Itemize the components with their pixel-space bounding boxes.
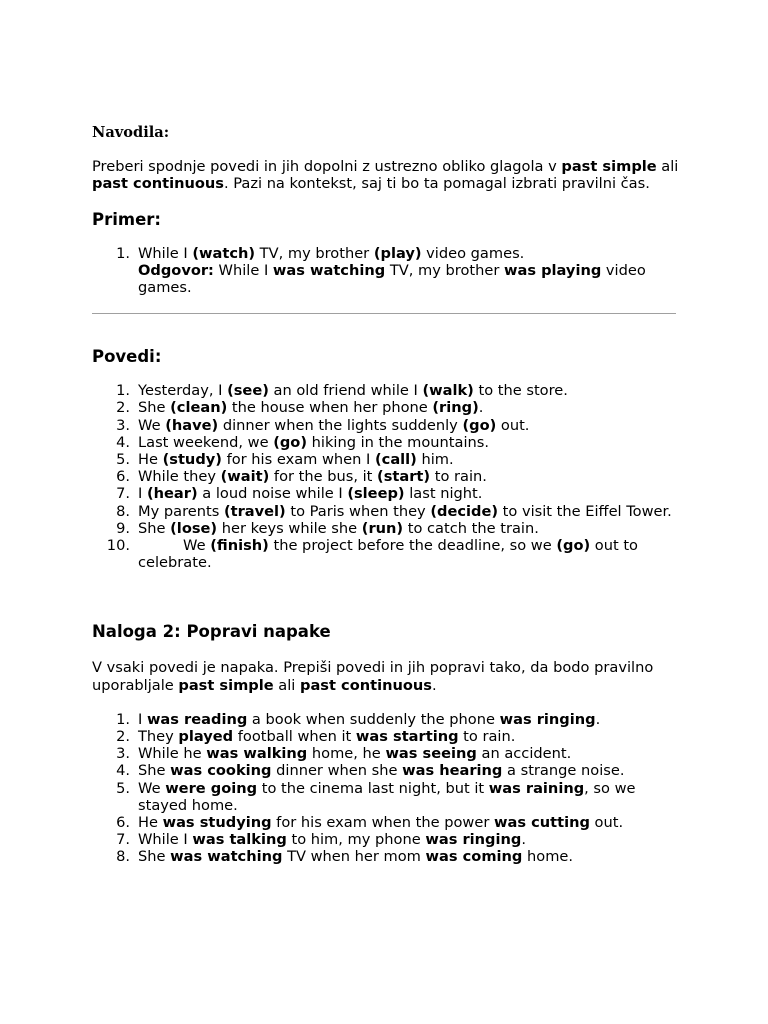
verb: (sleep): [347, 485, 405, 503]
naloga2-list: [92, 711, 682, 866]
verb: (go): [273, 433, 307, 451]
sentence-text: She: [138, 519, 171, 537]
intro-bold-term: past simple: [561, 158, 657, 176]
sentence-text: to rain.: [458, 728, 516, 746]
verb: (clean): [170, 399, 228, 417]
sentence-text: TV, my brother: [385, 261, 504, 279]
sentence-text: to the store.: [473, 382, 568, 400]
list-number: 5.: [116, 451, 130, 469]
sentence-text: for his exam when the power: [271, 814, 494, 832]
answer-label: Odgovor:: [138, 261, 214, 279]
sentence-text: an accident.: [476, 745, 572, 763]
sentence-text: They: [138, 728, 179, 746]
list-item: [92, 503, 682, 520]
verb: (wait): [220, 468, 270, 486]
list-item: [92, 814, 682, 831]
list-item: [92, 485, 682, 502]
primer-item: [92, 245, 682, 297]
verb: (hear): [146, 485, 198, 503]
verb: was talking: [192, 831, 287, 849]
sentence-text: home, he: [307, 745, 386, 763]
sentence-text: While they: [138, 468, 221, 486]
sentence-text: Last weekend, we: [138, 433, 274, 451]
naloga2-heading: Naloga 2: Popravi napake: [92, 622, 331, 642]
list-item: [92, 399, 682, 416]
verb: (finish): [210, 537, 269, 555]
sentence-text: to him, my phone: [286, 831, 426, 849]
verb: was starting: [355, 728, 459, 746]
sentence-text: While I: [138, 244, 193, 262]
list-number: 9.: [116, 519, 130, 537]
verb: (study): [162, 451, 222, 469]
list-number: 7.: [116, 831, 130, 849]
list-number: 8.: [116, 848, 130, 866]
verb: (go): [462, 416, 497, 434]
sentence-text: TV when her mom: [282, 848, 426, 866]
verb: (run): [361, 519, 404, 537]
verb: (travel): [223, 502, 286, 520]
list-number: 3.: [116, 745, 130, 763]
answer-verb: was watching: [272, 261, 386, 279]
sentence-text: We: [138, 779, 166, 797]
sentence-text: .: [478, 399, 484, 417]
sentence-text: We: [183, 537, 211, 555]
sentence-text: dinner when she: [271, 762, 403, 780]
sentence-text: hiking in the mountains.: [307, 433, 489, 451]
verb: played: [178, 728, 234, 746]
list-item: [92, 762, 682, 779]
verb: (go): [556, 537, 591, 555]
sentence-text: a strange noise.: [502, 762, 625, 780]
sentence-text: to catch the train.: [403, 519, 539, 537]
list-number: 2.: [116, 728, 130, 746]
verb: was cutting: [493, 814, 590, 832]
intro-bold-term: past continuous: [92, 175, 224, 193]
list-number: 2.: [116, 399, 130, 417]
sentence-text: I: [138, 485, 147, 503]
sentence-text: TV, my brother: [255, 244, 374, 262]
verb-prompt: (watch): [192, 244, 256, 262]
verb: was ringing: [499, 710, 596, 728]
list-item: [92, 451, 682, 468]
intro-paragraph: [92, 158, 682, 192]
list-item: [92, 728, 682, 745]
list-number: 10.: [106, 537, 130, 555]
intro-text: . Pazi na kontekst, saj ti bo ta pomagal izbrati pravilni čas.: [223, 175, 650, 193]
list-item: [92, 434, 682, 451]
sentence-text: the project before the deadline, so we: [268, 537, 557, 555]
sentence-text: video games.: [138, 261, 646, 297]
naloga2-instructions: [92, 659, 682, 693]
navodila-heading: Navodila:: [92, 124, 170, 141]
section-divider: [92, 313, 676, 314]
sentence-text: While he: [138, 745, 207, 763]
verb: (have): [165, 416, 219, 434]
list-number: 4.: [116, 433, 130, 451]
sentence-text: .: [595, 710, 601, 728]
verb: was cooking: [170, 762, 272, 780]
list-item: [92, 711, 682, 728]
verb: (ring): [432, 399, 479, 417]
sentence-text: a book when suddenly the phone: [247, 710, 500, 728]
sentence-text: for his exam when I: [221, 451, 375, 469]
instr-bold-term: past continuous: [300, 676, 432, 694]
sentence-text: video games.: [421, 244, 525, 262]
intro-text: Preberi spodnje povedi in jih dopolni z ustrezno obliko glagola v: [92, 158, 562, 176]
sentence-text: We: [138, 416, 166, 434]
povedi-heading: Povedi:: [92, 347, 162, 367]
verb: was watching: [170, 848, 283, 866]
sentence-text: dinner when the lights suddenly: [218, 416, 463, 434]
document-page: [92, 124, 682, 866]
list-item: [92, 417, 682, 434]
sentence-text: for the bus, it: [269, 468, 378, 486]
list-number: 7.: [116, 485, 130, 503]
verb: (lose): [170, 519, 218, 537]
sentence-text: .: [521, 831, 526, 849]
list-number: 1.: [116, 710, 130, 728]
sentence-text: She: [138, 762, 171, 780]
verb: was seeing: [385, 745, 477, 763]
list-number: 8.: [116, 502, 130, 520]
verb: was walking: [206, 745, 308, 763]
sentence-text: him.: [416, 451, 454, 469]
sentence-text: , so we stayed home.: [138, 779, 636, 814]
sentence-text: a loud noise while I: [197, 485, 348, 503]
primer-list: [92, 245, 682, 297]
sentence-text: out.: [496, 416, 530, 434]
sentence-text: My parents: [138, 502, 224, 520]
list-number: 4.: [116, 762, 130, 780]
verb: (walk): [422, 382, 474, 400]
list-item: [92, 745, 682, 762]
verb: was hearing: [402, 762, 503, 780]
list-item: [92, 848, 682, 865]
sentence-text: last night.: [404, 485, 483, 503]
verb: was raining: [488, 779, 585, 797]
verb: was ringing: [425, 831, 522, 849]
verb: was reading: [146, 710, 248, 728]
sentence-text: Yesterday, I: [138, 382, 228, 400]
primer-heading: Primer:: [92, 209, 162, 229]
verb: were going: [165, 779, 258, 797]
list-number: 5.: [116, 779, 130, 797]
sentence-text: football when it: [233, 728, 356, 746]
sentence-text: out to celebrate.: [138, 537, 638, 572]
instr-text: ali: [273, 676, 300, 694]
sentence-text: to visit the Eiffel Tower.: [498, 502, 672, 520]
intro-text: ali: [656, 158, 679, 176]
verb: (decide): [430, 502, 499, 520]
sentence-text: home.: [522, 848, 574, 866]
list-number: 1.: [116, 244, 130, 262]
sentence-text: to rain.: [430, 468, 487, 486]
verb: (call): [375, 451, 417, 469]
sentence-text: While I: [213, 261, 273, 279]
sentence-text: He: [138, 451, 163, 469]
list-item: [92, 537, 682, 571]
list-number: 1.: [116, 382, 130, 400]
sentence-text: He: [138, 814, 163, 832]
sentence-text: the house when her phone: [227, 399, 433, 417]
verb: was studying: [162, 814, 272, 832]
list-number: 3.: [116, 416, 130, 434]
sentence-text: an old friend while I: [268, 382, 423, 400]
sentence-text: out.: [589, 814, 624, 832]
list-item: [92, 382, 682, 399]
list-number: 6.: [116, 468, 130, 486]
list-item: [92, 520, 682, 537]
answer-verb: was playing: [503, 261, 602, 279]
verb: (see): [227, 382, 269, 400]
instr-text: V vsaki povedi je napaka. Prepiši povedi in jih popravi tako, da bodo pravilno uporabljale: [92, 659, 654, 694]
verb: was coming: [425, 848, 523, 866]
list-item: [92, 831, 682, 848]
sentence-text: I: [138, 710, 147, 728]
verb-prompt: (play): [373, 244, 422, 262]
sentence-text: her keys while she: [217, 519, 362, 537]
sentence-text: She: [138, 399, 171, 417]
sentence-text: to the cinema last night, but it: [257, 779, 489, 797]
list-item: [92, 468, 682, 485]
instr-bold-term: past simple: [178, 676, 274, 694]
verb: (start): [377, 468, 431, 486]
sentence-text: to Paris when they: [285, 502, 431, 520]
sentence-text: She: [138, 848, 171, 866]
list-number: 6.: [116, 814, 130, 832]
list-item: [92, 780, 682, 814]
instr-text: .: [431, 676, 437, 694]
sentence-text: While I: [138, 831, 193, 849]
povedi-list: [92, 382, 682, 571]
